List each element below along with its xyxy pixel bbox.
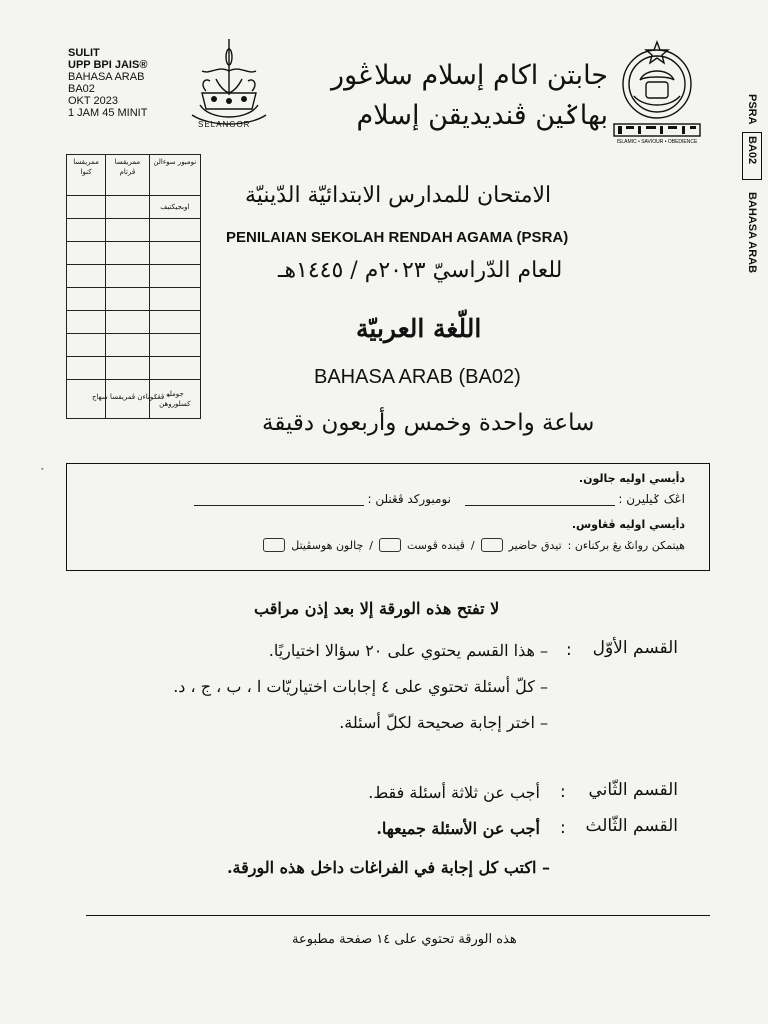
exam-meta (68, 47, 147, 119)
hospital-checkbox[interactable] (263, 538, 285, 552)
id-number-field[interactable] (194, 505, 364, 506)
candidate-fill-label: دأيسي اوليه جالون. (578, 472, 685, 485)
table-row (67, 242, 201, 265)
exam-title-english: PENILAIAN SEKOLAH RENDAH AGAMA (PSRA) (226, 229, 569, 246)
do-not-open-warning: لا تفتح هذه الورقة إلا بعد إذن مراقب (254, 599, 500, 618)
spine-code: BA02 (746, 136, 758, 165)
marks-header-question: نومبور سوءالن (149, 155, 200, 196)
subject-title-arabic: اللّغة العربيّة (356, 314, 482, 343)
section3-text: أجب عن الأسئلة جميعها. (376, 819, 540, 838)
supervisor-fill-label: دأيسي اوليه ڤڠاوس. (571, 518, 685, 531)
spine-subject: BAHASA ARAB (746, 192, 758, 274)
footer-divider (86, 915, 710, 916)
index-number-row (465, 492, 685, 506)
code-text: BA02 (68, 83, 95, 95)
marks-header-examiner2: ممريقسا كنوا (67, 155, 106, 196)
section2-text: أجب عن ثلاثة أسئلة فقط. (368, 783, 540, 802)
crest-caption: SELANGOR (198, 120, 251, 129)
id-number-label: نومبوركد ڤڠنلن : (367, 492, 451, 506)
subject-text: BAHASA ARAB (68, 71, 145, 83)
index-number-field[interactable] (465, 505, 615, 506)
candidate-info-box (66, 463, 710, 571)
marks-table (66, 154, 201, 419)
table-row (67, 334, 201, 357)
selangor-crest-icon (180, 35, 278, 131)
id-number-row (194, 492, 451, 506)
academic-year: للعام الدّراسيّ ٢٠٢٣م / ١٤٤٥هـ (278, 258, 563, 283)
department-line-2: بهاݢين ڤنديديقن إسلام (356, 100, 608, 131)
option-transferred-label: ڤينده ڤوست (406, 538, 465, 552)
section1-line1: – هذا القسم يحتوي على ٢٠ سؤالا اختياريًا. (268, 641, 548, 660)
table-row (67, 196, 201, 219)
department-line-1: جابتن اكام إسلام سلاڠور (331, 60, 608, 91)
jais-crest-icon (610, 40, 704, 146)
table-row (67, 357, 201, 380)
table-row (67, 265, 201, 288)
section3-note: – اكتب كل إجابة في الفراغات داخل هذه الورقة. (226, 858, 550, 877)
absent-checkbox[interactable] (481, 538, 503, 552)
section1-line2: – كلّ أسئلة تحتوي على ٤ إجابات اختياريّات ا ، ب ، ج ، د. (173, 677, 548, 696)
table-row (67, 219, 201, 242)
page-count-footer: هذه الورقة تحتوي على ١٤ صفحة مطبوعة (292, 932, 517, 947)
objective-label: اوبجيكتيف (149, 196, 200, 219)
marks-header-row (67, 155, 201, 196)
subject-title-english: BAHASA ARAB (BA02) (314, 366, 521, 388)
marks-header-examiner1: ممريقسا ڤرتام (106, 155, 150, 196)
status-text: SULIT (68, 47, 100, 59)
section2-label: القسم الثّاني (588, 780, 678, 800)
total-label: جومله كسلوروهن (149, 380, 200, 419)
section1-label: القسم الأوّل (592, 638, 678, 658)
spine-psra: PSRA (746, 94, 758, 125)
table-row (67, 311, 201, 334)
status-prompt: هيتمكن روانݢ يڠ بركناءن : (567, 538, 685, 552)
section3-label: القسم الثّالث (585, 816, 678, 836)
table-note: * ڤڠݢوناءن ڤمريقسا سهاج (92, 393, 170, 401)
section1-line3: – اختر إجابة صحيحة لكلّ أسئلة. (339, 713, 548, 732)
index-number-label: اڠک ݢيليرن : (618, 492, 685, 506)
jais-motto: ISLAMIC • SAVIOUR • OBEDIENCE (616, 139, 698, 145)
attendance-status-row: هيتمكن روانݢ يڠ بركناءن : تيدق حاضير / ڤينده ڤوست / چالون هوسڤيتل (263, 538, 685, 552)
date-text: OKT 2023 (68, 95, 118, 107)
transferred-checkbox[interactable] (379, 538, 401, 552)
table-row (67, 288, 201, 311)
duration-text: 1 JAM 45 MINIT (68, 107, 148, 119)
option-absent-label: تيدق حاضير (508, 538, 562, 552)
option-hospital-label: چالون هوسڤيتل (291, 538, 364, 552)
duration-arabic: ساعة واحدة وخمس وأربعون دقيقة (262, 410, 595, 436)
exam-title-arabic: الامتحان للمدارس الابتدائيّة الدّينيّة (245, 183, 552, 208)
issuer-text: UPP BPI JAIS® (68, 59, 148, 71)
margin-dot: • (40, 465, 45, 474)
